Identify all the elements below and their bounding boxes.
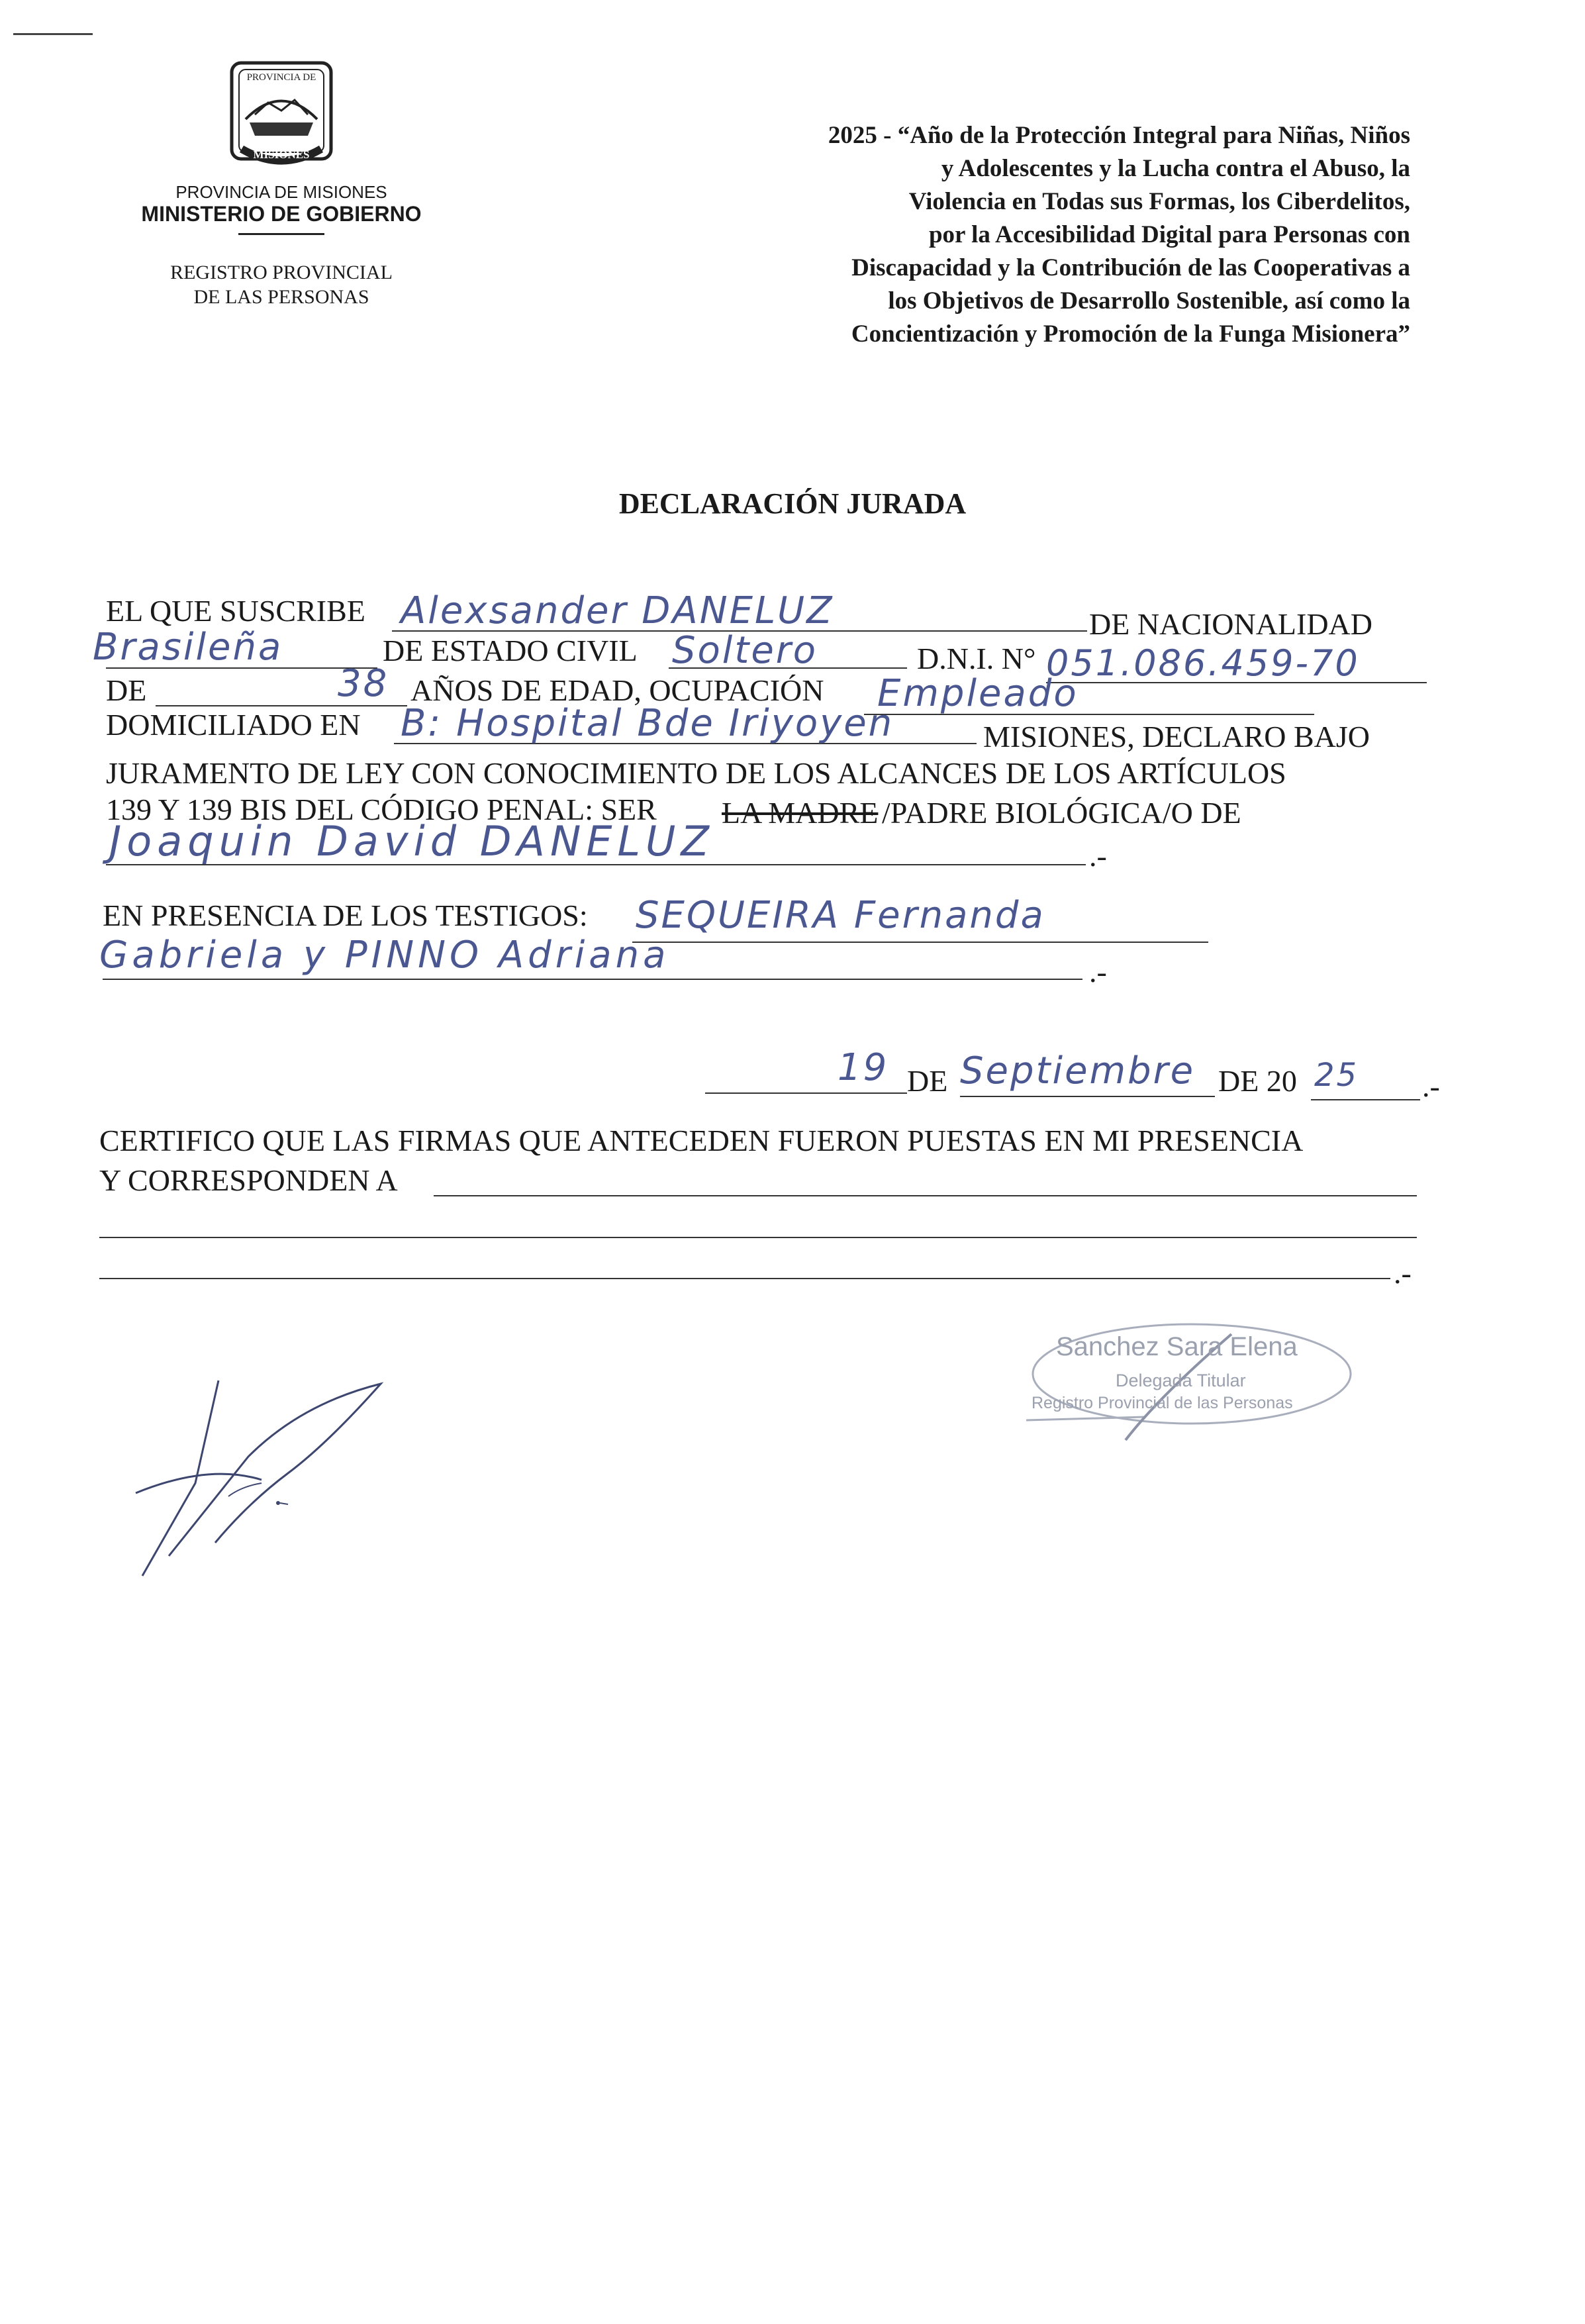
document-title: DECLARACIÓN JURADA [618,487,967,520]
motto-line: Discapacidad y la Contribución de las Cooperativas a [851,254,1410,281]
end-dash: .- [1089,955,1107,989]
child-name: Joaquin David DANELUZ [109,817,714,865]
label-padre-biologico: /PADRE BIOLÓGICA/O DE [882,796,1241,830]
year-motto [596,119,1410,351]
motto-line: 2025 - “Año de la Protección Integral para Niñas, Niños [828,122,1410,149]
declarant-civil-status: Soltero [672,629,818,672]
label-edad-ocupacion: AÑOS DE EDAD, OCUPACIÓN [410,673,824,707]
declarant-name: Alexsander DANELUZ [401,589,834,632]
motto-line: los Objetivos de Desarrollo Sostenible, así como la [888,287,1410,315]
stamp-office: Registro Provincial de las Personas [1032,1394,1293,1412]
witnesses-line-1: SEQUEIRA Fernanda [636,894,1045,937]
province-name: PROVINCIA DE MISIONES [175,182,387,202]
motto-line: y Adolescentes y la Lucha contra el Abuso, la [941,155,1410,182]
certify-underline-3 [99,1278,1390,1279]
label-de: DE [106,673,147,707]
end-dash: .- [1422,1069,1440,1103]
day-underline [705,1092,907,1094]
stamp-name: Sanchez Sara Elena [1056,1332,1298,1361]
label-domicilio: DOMICILIADO EN [106,708,361,742]
label-certifico: CERTIFICO QUE LAS FIRMAS QUE ANTECEDEN FUERON PUESTAS EN MI PRESENCIA [99,1124,1304,1157]
registry-name-line2: DE LAS PERSONAS [193,286,369,308]
certify-underline-2 [99,1237,1417,1238]
ministry-name: MINISTERIO DE GOBIERNO [141,202,422,226]
date-month: Septiembre [960,1049,1196,1092]
date-day: 19 [838,1046,889,1089]
label-juramento: JURAMENTO DE LEY CON CONOCIMIENTO DE LOS ALCANCES DE LOS ARTÍCULOS [106,756,1286,790]
end-dash: .- [1089,839,1107,873]
label-suscribe: EL QUE SUSCRIBE [106,594,365,628]
label-corresponden: Y CORRESPONDEN A [99,1163,398,1197]
label-nacionalidad: DE NACIONALIDAD [1089,607,1372,641]
declarant-signature [129,1364,427,1589]
label-date-year: DE 20 [1218,1064,1297,1098]
certify-underline-1 [434,1195,1417,1196]
declarant-occupation: Empleado [877,672,1079,715]
label-madre-struck: LA MADRE [722,796,879,830]
label-date-de: DE [907,1064,948,1098]
witness-underline-1 [632,942,1208,943]
svg-text:PROVINCIA DE: PROVINCIA DE [246,72,316,83]
motto-line: Violencia en Todas sus Formas, los Ciberdelitos, [908,188,1410,215]
age-underline [156,705,407,706]
declarant-address: B: Hospital Bde Iriyoyen [401,702,894,745]
svg-text:MISIONES: MISIONES [253,148,310,161]
label-articulos: 139 Y 139 BIS DEL CÓDIGO PENAL: SER [106,793,657,826]
registry-name-line1: REGISTRO PROVINCIAL [170,262,393,283]
motto-line: Concientización y Promoción de la Funga Misionera” [851,320,1410,348]
label-estado-civil: DE ESTADO CIVIL [383,634,638,667]
ministry-divider [238,233,324,235]
end-dash: .- [1394,1256,1412,1290]
top-edge-rule [13,33,93,35]
label-testigos: EN PRESENCIA DE LOS TESTIGOS: [103,898,588,932]
registrar-stamp [1026,1318,1357,1450]
date-year-suffix: 25 [1314,1057,1359,1094]
witnesses-line-2: Gabriela y PINNO Adriana [99,934,670,977]
declarant-dni: 051.086.459-70 [1046,642,1360,684]
motto-line: por la Accesibilidad Digital para Personas con [928,221,1410,248]
declarant-nationality: Brasileña [93,626,283,669]
stamp-role: Delegada Titular [1116,1371,1246,1390]
year-underline [1311,1099,1420,1100]
province-seal-logo [215,56,348,169]
witness-underline-2 [103,979,1082,980]
month-underline [960,1096,1215,1097]
label-dni: D.N.I. N° [917,642,1036,675]
declarant-age: 38 [338,662,389,705]
label-misiones-declaro: MISIONES, DECLARO BAJO [983,720,1370,753]
